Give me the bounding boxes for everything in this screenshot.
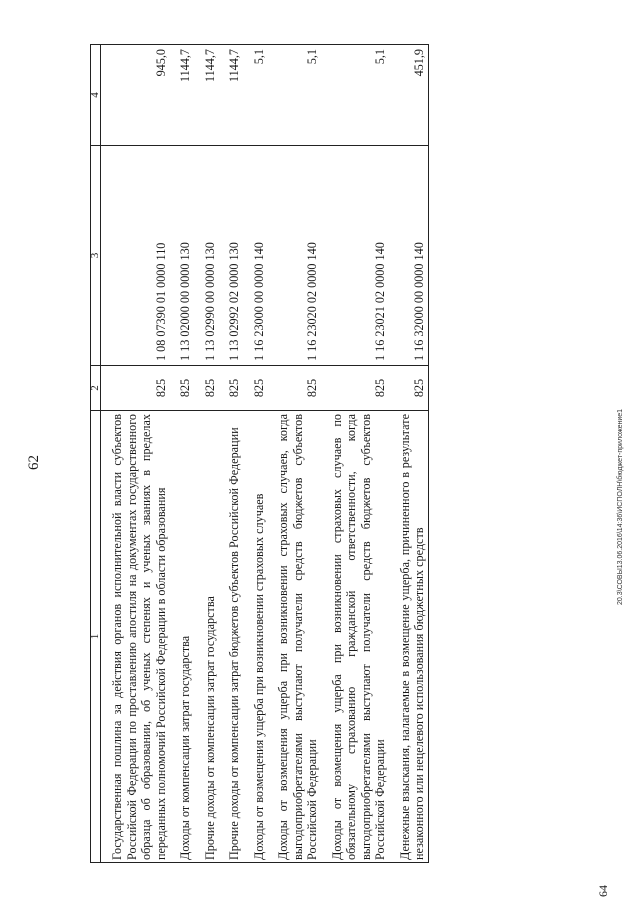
income-name: Денежные взыскания, налагаемые в возмещение ущерба, причиненного в результате незаконного или нецелевого использования бюджетных средств [389,411,429,863]
table-row [389,45,429,863]
admin-code: 825 [243,366,268,411]
admin-code: 825 [321,366,389,411]
income-name: Прочие доходы от компенсации затрат государства [194,411,219,863]
column-number: 4 [91,45,101,146]
budget-classification-code: 1 13 02992 02 0000 130 [218,146,243,366]
amount: 945,0 [101,45,170,146]
revenue-table [90,44,429,863]
amount: 451,9 [389,45,429,146]
column-number: 1 [91,411,101,863]
budget-classification-code: 1 13 02990 00 0000 130 [194,146,219,366]
admin-code: 825 [194,366,219,411]
amount: 5,1 [321,45,389,146]
admin-code: 825 [218,366,243,411]
table-row [267,45,321,863]
table-row [218,45,243,863]
footer-file-path: 20.3\СОВЫ13.06.2016\14:36\ИСПОЛН\бюджет-приложение1 [617,408,624,605]
table-row [243,45,268,863]
column-number: 3 [91,146,101,366]
admin-code: 825 [267,366,321,411]
amount: 1144,7 [169,45,194,146]
budget-classification-code: 1 16 23000 00 0000 140 [243,146,268,366]
table-row [194,45,219,863]
admin-code: 825 [101,366,170,411]
admin-code: 825 [169,366,194,411]
column-number-row [91,45,101,863]
income-name: Доходы от возмещения ущерба при возникновении страховых случаев [243,411,268,863]
amount: 1144,7 [194,45,219,146]
income-name: Доходы от возмещения ущерба при возникновении страховых случаев, когда выгодоприобретателями выступают получатели средств бюджетов субъектов Российской Федерации [267,411,321,863]
amount: 1144,7 [218,45,243,146]
page-number: 62 [26,455,42,470]
amount: 5,1 [267,45,321,146]
amount: 5,1 [243,45,268,146]
budget-classification-code: 1 16 23021 02 0000 140 [321,146,389,366]
column-number: 2 [91,366,101,411]
income-name: Прочие доходы от компенсации затрат бюджетов субъектов Российской Федерации [218,411,243,863]
income-name: Доходы от компенсации затрат государства [169,411,194,863]
budget-classification-code: 1 13 02000 00 0000 130 [169,146,194,366]
budget-classification-code: 1 16 32000 00 0000 140 [389,146,429,366]
income-name: Государственная пошлина за действия органов исполнительной власти субъектов Российской Федерации по проставлению апостиля на документах государственного образца об образовании, об ученых степенях и ученых званиях в пределах переданных полномочий Российской Федерации в области образования [101,411,170,863]
budget-classification-code: 1 08 07390 01 0000 110 [101,146,170,366]
table-row [321,45,389,863]
sheet-number: 64 [596,885,610,897]
budget-classification-code: 1 16 23020 02 0000 140 [267,146,321,366]
admin-code: 825 [389,366,429,411]
table-row [169,45,194,863]
income-name: Доходы от возмещения ущерба при возникновении страховых случаев по обязательному страхованию гражданской ответственности, когда выгодоприобретателями выступают получатели средств бюджетов субъектов Российской Федерации [321,411,389,863]
table-row [101,45,170,863]
